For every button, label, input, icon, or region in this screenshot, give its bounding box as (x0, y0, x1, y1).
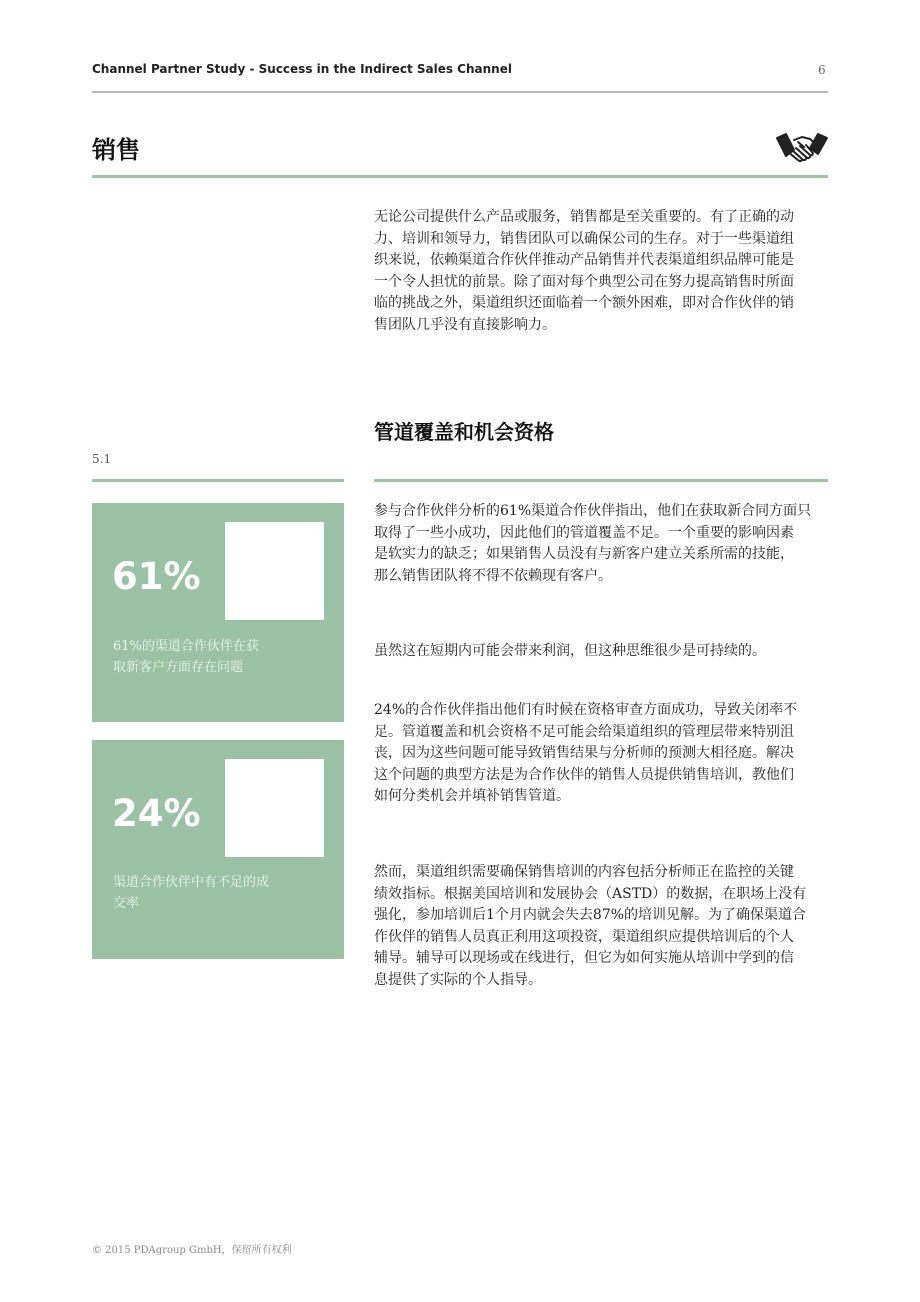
stat-image-placeholder (225, 759, 324, 857)
stat-caption: 渠道合作伙伴中有不足的成 交率 (113, 875, 270, 911)
footer-copyright: © 2015 PDAgroup GmbH，保留所有权利 (92, 1245, 292, 1256)
stat-value: 24% (112, 792, 201, 835)
stat-card (92, 740, 344, 959)
stat-card (92, 503, 344, 722)
body-paragraph: 虽然这在短期内可能会带来利润，但这种思维很少是可持续的。 (374, 643, 766, 659)
intro-paragraph: 无论公司提供什么产品或服务，销售都是至关重要的。有了正确的动 力、培训和领导力，销售团队可以确保公司的生存。对于一些渠道组 织来说，依赖渠道合作伙伴推动产品销售并代表渠道组织品牌可能是 一个令人担忧的前景。除了面对每个典型公司在努力提高销售时所面 临的挑战之外，渠道组织还面临着一个额外困难，即对合作伙伴的销 售团队几乎没有直接影响力。 (374, 209, 794, 333)
subsection-divider (374, 479, 828, 482)
header-title: Channel Partner Study - Success in the Indirect Sales Channel (92, 62, 512, 76)
figure-number: 5.1 (92, 452, 112, 466)
stat-image-placeholder (225, 522, 324, 620)
header-divider (92, 91, 828, 93)
body-paragraph: 然而，渠道组织需要确保销售培训的内容包括分析师正在监控的关键 绩效指标。根据美国培训和发展协会（ASTD）的数据，在职场上没有 强化，参加培训后1个月内就会失去87%的培训见解。为了确保渠道合 作伙伴的销售人员真正利用这项投资，渠道组织应提供培训后的个人 辅导。辅导可以现场或在线进行，但它为如何实施从培训中学到的信 息提供了实际的个人指导。 (374, 864, 807, 988)
stat-value: 61% (112, 555, 201, 598)
body-paragraph: 24%的合作伙伴指出他们有时候在资格审查方面成功，导致关闭率不 足。管道覆盖和机会资格不足可能会给渠道组织的管理层带来特别沮 丧，因为这些问题可能导致销售结果与分析师的预测大相径庭。解决 这个问题的典型方法是为合作伙伴的销售人员提供销售培训，教他们 如何分类机会并填补销售管道。 (374, 702, 798, 804)
stat-caption: 61%的渠道合作伙伴在获 取新客户方面存在问题 (113, 639, 259, 675)
page-number: 6 (818, 63, 826, 77)
section-title: 销售 (92, 136, 140, 164)
section-divider (92, 175, 828, 178)
figure-divider (92, 479, 344, 482)
handshake-icon (776, 130, 828, 166)
body-paragraph: 参与合作伙伴分析的61%渠道合作伙伴指出，他们在获取新合同方面只 取得了一些小成功，因此他们的管道覆盖不足。一个重要的影响因素 是软实力的缺乏；如果销售人员没有与新客户建立关系所需的技能， 那么销售团队将不得不依赖现有客户。 (374, 503, 812, 584)
subsection-title: 管道覆盖和机会资格 (374, 420, 554, 444)
